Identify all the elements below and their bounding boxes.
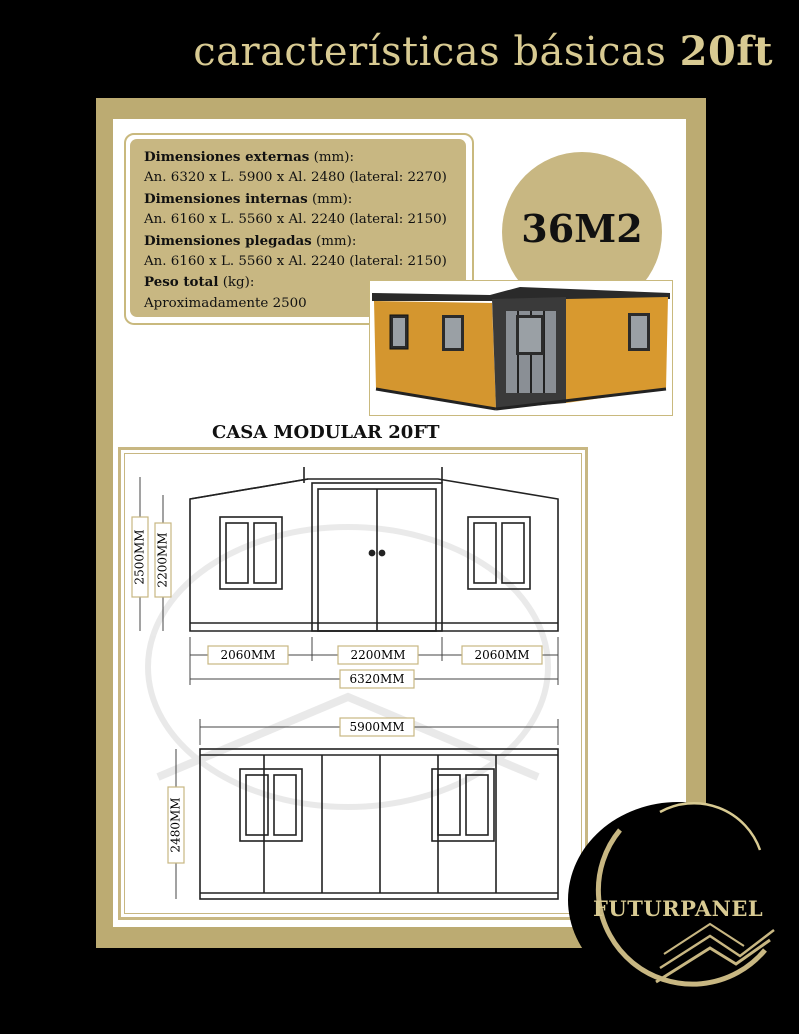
futurpanel-logo xyxy=(560,790,790,1000)
ext-unit: (mm): xyxy=(313,150,354,165)
fold-label: Dimensiones plegadas xyxy=(144,232,312,249)
house-illustration xyxy=(370,281,672,415)
fold-value: An. 6160 x L. 5560 x Al. 2240 (lateral: 2150) xyxy=(144,254,447,270)
ext-label: Dimensiones externas xyxy=(144,149,310,165)
int-unit: (mm): xyxy=(311,191,353,207)
house-photo xyxy=(369,280,673,416)
area-badge-text: 36M2 xyxy=(521,206,643,251)
page-title: características básicas 20ft xyxy=(193,28,773,75)
watermark xyxy=(148,527,548,807)
weight-value: Aproximadamente 2500 xyxy=(144,295,307,311)
ext-value: An. 6320 x L. 5900 x Al. 2480 (lateral: 2270) xyxy=(144,170,447,186)
dim-height-inner: 2200MM xyxy=(155,532,170,588)
dim-height-total: 2500MM xyxy=(132,529,147,585)
int-label: Dimensiones internas xyxy=(144,190,308,207)
fold-unit: (mm): xyxy=(316,233,357,249)
dim-width-center: 2200MM xyxy=(350,648,406,662)
int-value: An. 6160 x L. 5560 x Al. 2240 (lateral: 2150) xyxy=(144,212,447,228)
dim-side-length: 5900MM xyxy=(349,720,405,734)
side-elevation xyxy=(200,749,558,899)
dim-width-right: 2060MM xyxy=(474,648,530,662)
logo-text: FUTURPANEL xyxy=(593,896,764,921)
technical-drawing xyxy=(118,447,588,920)
dim-side-height: 2480MM xyxy=(168,797,183,853)
dim-width-total: 6320MM xyxy=(349,672,405,686)
weight-unit: (kg): xyxy=(222,275,255,291)
weight-label: Peso total xyxy=(144,274,219,291)
drawing-heading: CASA MODULAR 20FT xyxy=(212,422,440,443)
dim-width-left: 2060MM xyxy=(220,648,276,662)
